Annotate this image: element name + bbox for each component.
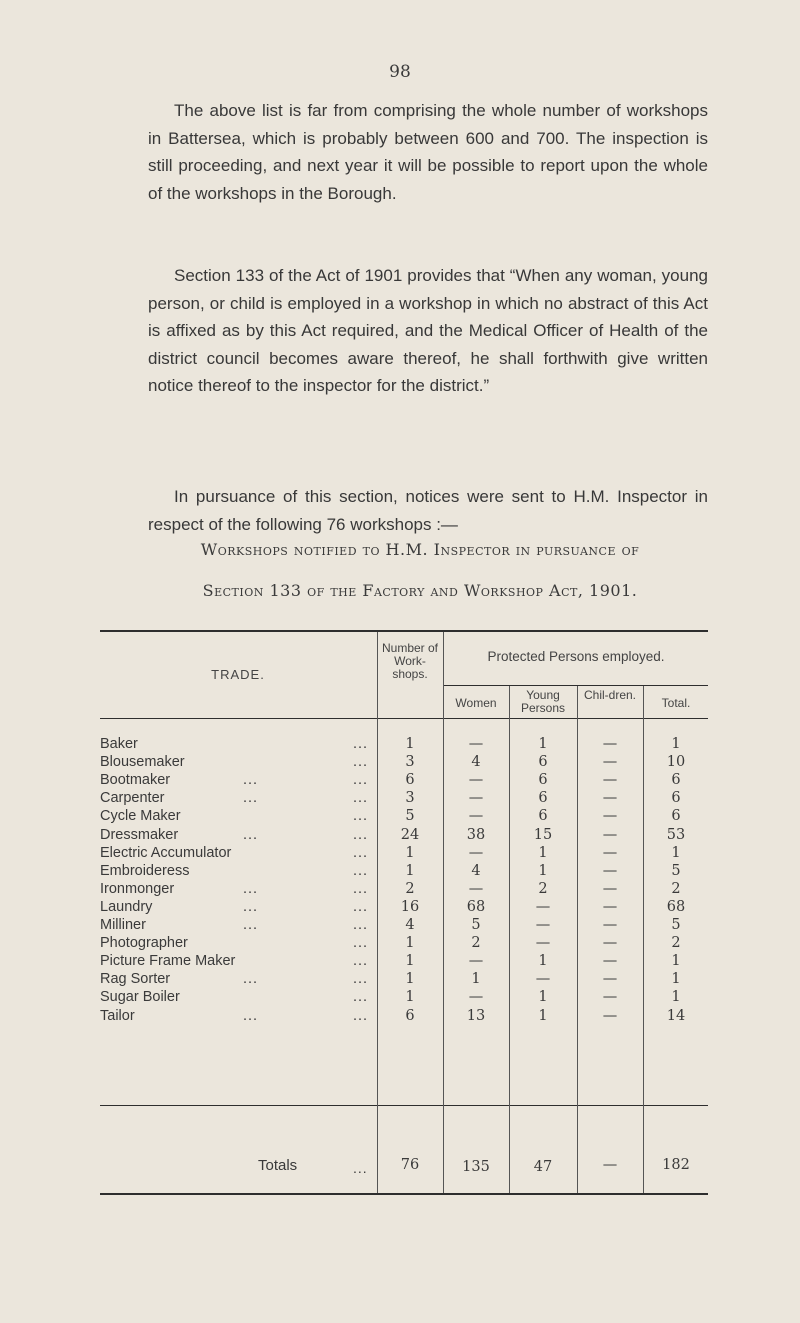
cell-women: — <box>468 953 484 969</box>
cell-young: 6 <box>538 808 548 824</box>
leader-dots: ... <box>243 899 259 915</box>
page-number: 98 <box>389 62 411 82</box>
cell-number: 6 <box>405 772 415 788</box>
leader-dots: ... <box>243 772 259 788</box>
cell-number: 6 <box>405 1008 415 1024</box>
cell-number: 1 <box>405 845 415 861</box>
paragraph-text: The above list is far from comprising the whole number of workshops in Battersea, which is probably between 600 and 700. The inspection is still proceeding, and next year it will be possible to report upon the whole of the workshops in the Borough. <box>148 101 708 203</box>
cell-total: 10 <box>666 754 686 770</box>
trade-name: Milliner <box>100 917 146 933</box>
leader-dots: ... <box>353 754 369 770</box>
leader-dots: ... <box>353 881 369 897</box>
leader-dots: ... <box>353 736 369 752</box>
cell-children: — <box>602 790 618 806</box>
cell-young: — <box>535 899 551 915</box>
cell-young: — <box>535 917 551 933</box>
leader-dots: ... <box>353 971 369 987</box>
cell-children: — <box>602 827 618 843</box>
trade-name: Photographer <box>100 935 188 951</box>
totals-top-rule <box>100 1105 708 1106</box>
cell-women: — <box>468 989 484 1005</box>
trade-name: Electric Accumulator <box>100 845 232 861</box>
leader-dots: ... <box>243 971 259 987</box>
cell-women: 68 <box>466 899 486 915</box>
table-row <box>100 844 376 862</box>
header-women: Women <box>455 696 497 710</box>
header-bottom-rule <box>100 718 708 719</box>
cell-young: 1 <box>538 953 548 969</box>
leader-dots: ... <box>353 827 369 843</box>
trade-name: Cycle Maker <box>100 808 181 824</box>
totals-total: 182 <box>662 1157 690 1173</box>
table-row <box>100 807 376 825</box>
cell-number: 5 <box>405 808 415 824</box>
header-total: Total. <box>661 696 691 710</box>
header-young-persons: Young Persons <box>520 688 566 715</box>
cell-women: — <box>468 845 484 861</box>
cell-young: 2 <box>538 881 548 897</box>
cell-total: 1 <box>671 736 681 752</box>
table-row <box>100 789 376 807</box>
cell-number: 3 <box>405 790 415 806</box>
table-row <box>100 862 376 880</box>
cell-women: — <box>468 790 484 806</box>
header-protected-persons: Protected Persons employed. <box>487 649 665 664</box>
trade-name: Laundry <box>100 899 153 915</box>
trade-name: Rag Sorter <box>100 971 171 987</box>
cell-women: 38 <box>466 827 486 843</box>
paragraph-notices <box>148 483 708 538</box>
table-row <box>100 970 376 988</box>
paragraph-workshops-list <box>148 97 708 207</box>
leader-dots: ... <box>353 772 369 788</box>
cell-number: 1 <box>405 935 415 951</box>
leader-dots: ... <box>353 845 369 861</box>
totals-young: 47 <box>533 1159 553 1175</box>
header-trade: TRADE. <box>211 667 265 682</box>
table-row <box>100 898 376 916</box>
totals-women: 135 <box>462 1159 490 1175</box>
table-row <box>100 880 376 898</box>
table-row <box>100 753 376 771</box>
cell-children: — <box>602 754 618 770</box>
cell-children: — <box>602 845 618 861</box>
cell-young: — <box>535 971 551 987</box>
cell-women: 5 <box>471 917 481 933</box>
trade-name: Tailor <box>100 1008 135 1024</box>
cell-total: 1 <box>671 845 681 861</box>
cell-number: 2 <box>405 881 415 897</box>
cell-young: 6 <box>538 790 548 806</box>
cell-women: 1 <box>471 971 481 987</box>
cell-number: 1 <box>405 989 415 1005</box>
trade-name: Bootmaker <box>100 772 171 788</box>
cell-young: 6 <box>538 754 548 770</box>
paragraph-text: In pursuance of this section, notices were sent to H.M. Inspector in respect of the following 76 workshops :— <box>148 487 708 534</box>
cell-women: 4 <box>471 863 481 879</box>
cell-young: 1 <box>538 845 548 861</box>
header-number-of-workshops: Number of Work-shops. <box>381 641 439 681</box>
cell-women: — <box>468 808 484 824</box>
trade-name: Embroideress <box>100 863 190 879</box>
cell-women: 4 <box>471 754 481 770</box>
leader-dots: ... <box>353 863 369 879</box>
table-row <box>100 916 376 934</box>
cell-young: 1 <box>538 736 548 752</box>
cell-number: 1 <box>405 863 415 879</box>
paragraph-section-133 <box>148 262 708 400</box>
cell-total: 1 <box>671 971 681 987</box>
cell-children: — <box>602 971 618 987</box>
cell-number: 16 <box>400 899 420 915</box>
leader-dots: ... <box>243 1008 259 1024</box>
paragraph-text: Section 133 of the Act of 1901 provides that “When any woman, young person, or child is employed in a workshop in which no abstract of this Act is affixed as by this Act required, and the Medical Officer of Health of the district council becomes aware thereof, he shall forthwith give written notice thereof to the inspector for the district.” <box>148 266 708 396</box>
trade-name: Blousemaker <box>100 754 185 770</box>
cell-children: — <box>602 881 618 897</box>
leader-dots: ... <box>353 953 369 969</box>
cell-number: 3 <box>405 754 415 770</box>
cell-total: 14 <box>666 1008 686 1024</box>
leader-dots: ... <box>353 790 369 806</box>
cell-total: 6 <box>671 808 681 824</box>
cell-total: 1 <box>671 989 681 1005</box>
leader-dots: ... <box>243 881 259 897</box>
table-row <box>100 988 376 1006</box>
cell-number: 1 <box>405 736 415 752</box>
cell-young: 1 <box>538 989 548 1005</box>
cell-young: 1 <box>538 863 548 879</box>
cell-total: 5 <box>671 917 681 933</box>
cell-women: 13 <box>466 1008 486 1024</box>
cell-children: — <box>602 953 618 969</box>
trade-name: Baker <box>100 736 138 752</box>
cell-total: 6 <box>671 772 681 788</box>
cell-children: — <box>602 917 618 933</box>
cell-young: 6 <box>538 772 548 788</box>
table-row <box>100 1007 376 1025</box>
cell-number: 1 <box>405 953 415 969</box>
leader-dots: ... <box>353 917 369 933</box>
cell-total: 6 <box>671 790 681 806</box>
leader-dots: ... <box>353 899 369 915</box>
cell-children: — <box>602 899 618 915</box>
leader-dots: ... <box>353 808 369 824</box>
leader-dots: ... <box>243 917 259 933</box>
cell-women: — <box>468 881 484 897</box>
table-row <box>100 735 376 753</box>
cell-young: — <box>535 935 551 951</box>
cell-young: 1 <box>538 1008 548 1024</box>
leader-dots: ... <box>353 935 369 951</box>
cell-total: 53 <box>666 827 686 843</box>
trade-name: Carpenter <box>100 790 165 806</box>
header-sub-rule <box>443 685 708 686</box>
leader-dots: ... <box>353 989 369 1005</box>
cell-children: — <box>602 808 618 824</box>
leader-dots: ... <box>353 1008 369 1024</box>
trade-name: Picture Frame Maker <box>100 953 236 969</box>
cell-children: — <box>602 935 618 951</box>
header-children: Chil-dren. <box>583 688 637 702</box>
cell-women: 2 <box>471 935 481 951</box>
cell-women: — <box>468 772 484 788</box>
leader-dots: ... <box>243 827 259 843</box>
totals-children: — <box>602 1157 618 1173</box>
cell-number: 24 <box>400 827 420 843</box>
cell-children: — <box>602 863 618 879</box>
cell-women: — <box>468 736 484 752</box>
table-row <box>100 934 376 952</box>
cell-total: 68 <box>666 899 686 915</box>
totals-dots: ... <box>353 1160 368 1176</box>
table-caption-line-1: Workshops notified to H.M. Inspector in pursuance of <box>200 540 640 559</box>
cell-number: 4 <box>405 917 415 933</box>
cell-total: 1 <box>671 953 681 969</box>
cell-children: — <box>602 736 618 752</box>
cell-total: 5 <box>671 863 681 879</box>
cell-children: — <box>602 989 618 1005</box>
cell-children: — <box>602 772 618 788</box>
table-caption-line-2: Section 133 of the Factory and Workshop Act, 1901. <box>202 581 638 600</box>
table-row <box>100 771 376 789</box>
table-bottom-rule <box>100 1193 708 1195</box>
table-top-rule <box>100 630 708 632</box>
trade-name: Dressmaker <box>100 827 179 843</box>
cell-children: — <box>602 1008 618 1024</box>
totals-label: Totals <box>258 1157 298 1174</box>
cell-number: 1 <box>405 971 415 987</box>
cell-young: 15 <box>533 827 553 843</box>
trade-name: Sugar Boiler <box>100 989 180 1005</box>
cell-total: 2 <box>671 935 681 951</box>
leader-dots: ... <box>243 790 259 806</box>
table-row <box>100 952 376 970</box>
table-row <box>100 826 376 844</box>
trade-name: Ironmonger <box>100 881 175 897</box>
cell-total: 2 <box>671 881 681 897</box>
totals-number: 76 <box>400 1157 420 1173</box>
